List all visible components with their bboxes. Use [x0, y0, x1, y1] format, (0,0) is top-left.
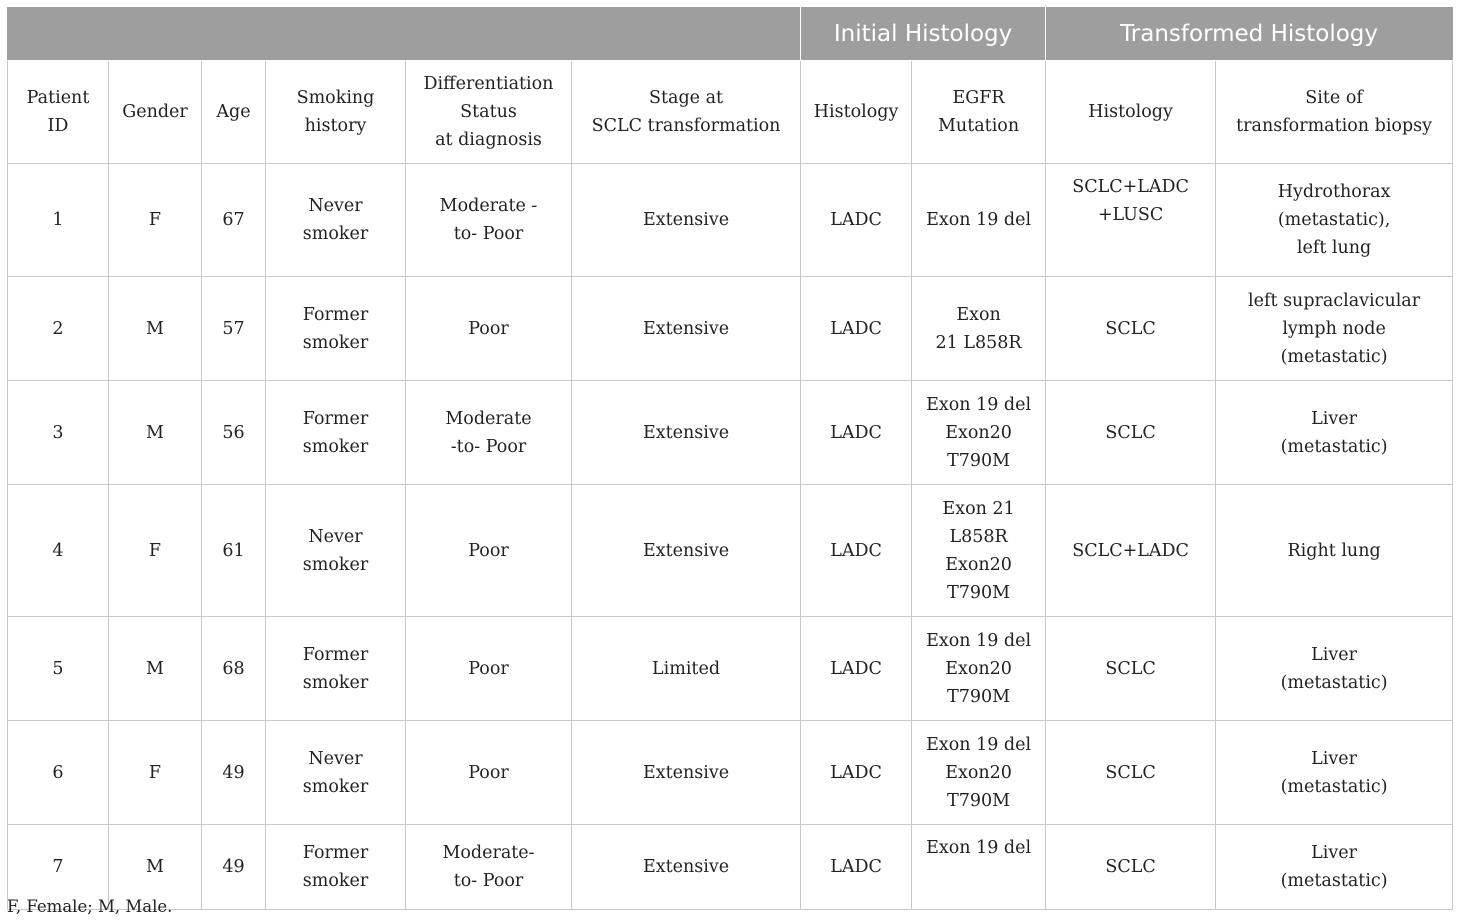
cell-egfr-mutation: Exon 19 del Exon20 T790M: [912, 381, 1046, 485]
cell-differentiation-status: Poor: [406, 617, 572, 721]
cell-initial-histology: LADC: [801, 721, 912, 825]
cell-biopsy-site: left supraclavicular lymph node (metastatic): [1216, 277, 1453, 381]
cell-age: 61: [202, 485, 266, 617]
column-header-gender: Gender: [109, 61, 202, 164]
cell-biopsy-site: Liver (metastatic): [1216, 381, 1453, 485]
cell-patient-id: 5: [8, 617, 109, 721]
cell-differentiation-status: Moderate -to- Poor: [406, 381, 572, 485]
cell-initial-histology: LADC: [801, 485, 912, 617]
table-footnote: F, Female; M, Male.: [7, 897, 173, 916]
cell-differentiation-status: Moderate- to- Poor: [406, 825, 572, 910]
cell-egfr-mutation: Exon 21 L858R Exon20 T790M: [912, 485, 1046, 617]
cell-smoking-history: Former smoker: [266, 617, 406, 721]
cell-egfr-mutation: Exon 19 del Exon20 T790M: [912, 721, 1046, 825]
column-header-egfr-mutation: EGFR Mutation: [912, 61, 1046, 164]
group-header-blank: [8, 8, 801, 61]
patient-characteristics-table: [7, 7, 1453, 910]
table-container: [7, 7, 1452, 910]
column-header-initial-histology: Histology: [801, 61, 912, 164]
cell-smoking-history: Former smoker: [266, 825, 406, 910]
cell-initial-histology: LADC: [801, 617, 912, 721]
cell-transformed-histology: SCLC: [1046, 721, 1216, 825]
cell-differentiation-status: Moderate - to- Poor: [406, 164, 572, 277]
cell-gender: F: [109, 164, 202, 277]
cell-gender: M: [109, 381, 202, 485]
cell-transformed-histology: SCLC: [1046, 617, 1216, 721]
cell-biopsy-site: Hydrothorax (metastatic), left lung: [1216, 164, 1453, 277]
cell-patient-id: 4: [8, 485, 109, 617]
column-header-smoking-history: Smoking history: [266, 61, 406, 164]
cell-egfr-mutation: Exon 21 L858R: [912, 277, 1046, 381]
cell-egfr-mutation: Exon 19 del Exon20 T790M: [912, 617, 1046, 721]
cell-patient-id: 6: [8, 721, 109, 825]
cell-transformed-histology: SCLC: [1046, 825, 1216, 910]
cell-egfr-mutation: Exon 19 del: [912, 164, 1046, 277]
cell-initial-histology: LADC: [801, 825, 912, 910]
table-row: [8, 485, 1453, 617]
column-header-patient-id: Patient ID: [8, 61, 109, 164]
cell-age: 68: [202, 617, 266, 721]
table-row: [8, 721, 1453, 825]
cell-patient-id: 7: [8, 825, 109, 910]
cell-initial-histology: LADC: [801, 381, 912, 485]
cell-smoking-history: Never smoker: [266, 485, 406, 617]
cell-smoking-history: Never smoker: [266, 164, 406, 277]
cell-patient-id: 1: [8, 164, 109, 277]
column-header-row: [8, 61, 1453, 164]
cell-smoking-history: Never smoker: [266, 721, 406, 825]
cell-stage: Extensive: [572, 277, 801, 381]
column-header-stage: Stage at SCLC transformation: [572, 61, 801, 164]
cell-stage: Extensive: [572, 485, 801, 617]
cell-gender: M: [109, 277, 202, 381]
cell-gender: M: [109, 825, 202, 910]
cell-stage: Extensive: [572, 825, 801, 910]
table-row: [8, 277, 1453, 381]
cell-differentiation-status: Poor: [406, 277, 572, 381]
table-row: [8, 381, 1453, 485]
cell-stage: Extensive: [572, 381, 801, 485]
cell-biopsy-site: Liver (metastatic): [1216, 721, 1453, 825]
cell-age: 49: [202, 721, 266, 825]
cell-differentiation-status: Poor: [406, 721, 572, 825]
cell-age: 57: [202, 277, 266, 381]
cell-smoking-history: Former smoker: [266, 277, 406, 381]
cell-initial-histology: LADC: [801, 277, 912, 381]
group-header-row: [8, 8, 1453, 61]
table-row: [8, 617, 1453, 721]
cell-stage: Extensive: [572, 164, 801, 277]
cell-biopsy-site: Right lung: [1216, 485, 1453, 617]
cell-age: 56: [202, 381, 266, 485]
cell-age: 49: [202, 825, 266, 910]
group-header-transformed-histology: Transformed Histology: [1046, 8, 1453, 61]
cell-gender: M: [109, 617, 202, 721]
group-header-initial-histology: Initial Histology: [801, 8, 1046, 61]
cell-biopsy-site: Liver (metastatic): [1216, 825, 1453, 910]
cell-transformed-histology: SCLC+LADC +LUSC: [1046, 164, 1216, 277]
cell-initial-histology: LADC: [801, 164, 912, 277]
cell-transformed-histology: SCLC: [1046, 381, 1216, 485]
column-header-transformed-histology: Histology: [1046, 61, 1216, 164]
cell-transformed-histology: SCLC: [1046, 277, 1216, 381]
column-header-differentiation-status: Differentiation Status at diagnosis: [406, 61, 572, 164]
cell-biopsy-site: Liver (metastatic): [1216, 617, 1453, 721]
cell-differentiation-status: Poor: [406, 485, 572, 617]
column-header-age: Age: [202, 61, 266, 164]
cell-patient-id: 3: [8, 381, 109, 485]
cell-smoking-history: Former smoker: [266, 381, 406, 485]
cell-egfr-mutation: Exon 19 del: [912, 825, 1046, 910]
cell-stage: Extensive: [572, 721, 801, 825]
table-row: [8, 164, 1453, 277]
cell-patient-id: 2: [8, 277, 109, 381]
cell-age: 67: [202, 164, 266, 277]
cell-transformed-histology: SCLC+LADC: [1046, 485, 1216, 617]
cell-gender: F: [109, 485, 202, 617]
column-header-biopsy-site: Site of transformation biopsy: [1216, 61, 1453, 164]
cell-stage: Limited: [572, 617, 801, 721]
table-row: [8, 825, 1453, 910]
cell-gender: F: [109, 721, 202, 825]
